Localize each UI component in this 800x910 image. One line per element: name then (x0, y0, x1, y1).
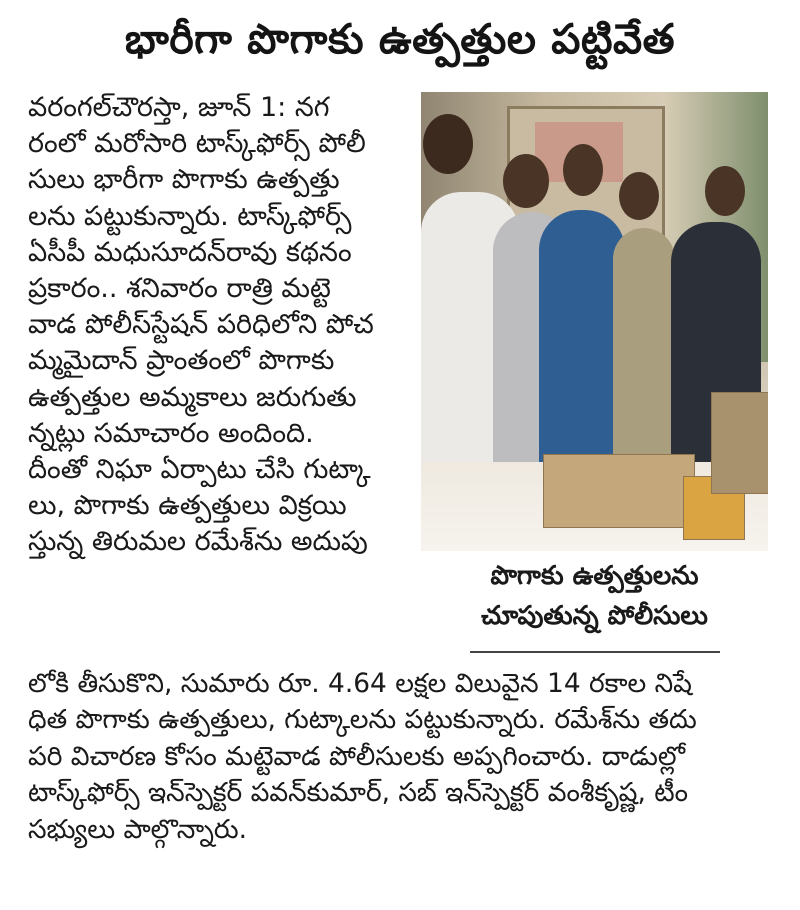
article-line: రంలో మరోసారి టాస్క్‌ఫోర్స్‌ పోలీ (28, 128, 366, 160)
photo-person-head (563, 144, 603, 196)
article-line: ప్రకారం.. శనివారం రాత్రి మట్టె (28, 272, 331, 304)
photo-person (613, 228, 675, 478)
tobacco-box (711, 392, 768, 494)
article-column-text (28, 90, 414, 560)
photo-caption (421, 556, 768, 636)
photo-person-head (423, 114, 473, 174)
article-line: న్నట్లు సమాచారం అందింది. (28, 417, 314, 449)
photo-caption-line: చూపుతున్న పోలీసులు (481, 601, 708, 631)
article-line: దీంతో నిఘా ఏర్పాటు చేసి గుట్కా (28, 453, 371, 485)
article-line: ఏసీపీ మధుసూదన్‌రావు కథనం (28, 236, 352, 268)
article-line: మ్మమైదాన్‌ ప్రాంతంలో పొగాకు (28, 345, 335, 377)
article-line: టాస్క్‌ఫోర్స్‌ ఇన్‌స్పెక్టర్‌ పవన్‌కుమార్‌, సబ్‌ ఇన్‌స్పెక్టర్‌ వంశీకృష్ణ, టీం (28, 777, 689, 809)
article-line: లను పట్టుకున్నారు. టాస్క్‌ఫోర్స్‌ (28, 200, 352, 232)
article-line: లు, పొగాకు ఉత్పత్తులు విక్రయి (28, 490, 347, 522)
article-line: సభ్యులు పాల్గొన్నారు. (28, 813, 248, 845)
article-line: ఉత్పత్తుల అమ్మకాలు జరుగుతు (28, 381, 357, 413)
caption-underline (470, 651, 720, 653)
article-line: సులు భారీగా పొగాకు ఉత్పత్తు (28, 164, 340, 196)
photo-person-head (705, 166, 745, 216)
article-line: వాడ పోలీస్‌స్టేషన్‌ పరిధిలోని పోచ (28, 309, 374, 341)
article-line: స్తున్న తిరుమల రమేశ్‌ను అదుపు (28, 526, 368, 558)
photo-person-head (503, 154, 549, 208)
article-line: వరంగల్‌చౌరస్తా, జూన్‌ 1: నగ (28, 92, 330, 123)
headline: భారీగా పొగాకు ఉత్పత్తుల పట్టివేత (124, 15, 676, 63)
article-line: లోకి తీసుకొని, సుమారు రూ. 4.64 లక్షల విలువైన 14 రకాల నిషే (28, 668, 693, 699)
article-line: ధిత పొగాకు ఉత్పత్తులు, గుట్కాలను పట్టుకున్నారు. రమేశ్‌ను తదు (28, 704, 697, 736)
photo-person-head (619, 172, 659, 220)
article-line: పరి విచారణ కోసం మట్టెవాడ పోలీసులకు అప్పగించారు. దాడుల్లో (28, 740, 686, 772)
tobacco-box (543, 454, 695, 528)
news-photo (421, 92, 768, 551)
photo-caption-line: పొగాకు ఉత్పత్తులను (490, 561, 699, 591)
article-full-width-text (28, 666, 772, 848)
